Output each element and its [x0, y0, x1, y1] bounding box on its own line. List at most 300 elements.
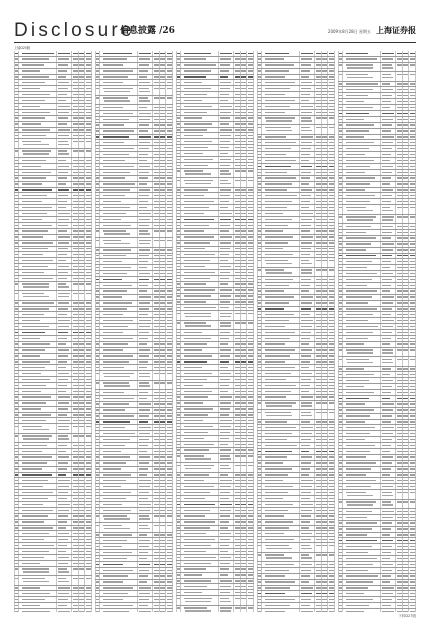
table-cell [247, 395, 254, 400]
table-cell [166, 431, 173, 436]
table-cell [300, 312, 316, 317]
table-cell [328, 75, 335, 80]
table-cell [328, 63, 335, 68]
table-cell [85, 543, 92, 548]
table-cell [262, 98, 299, 103]
table-cell [100, 289, 137, 294]
table-cell [381, 265, 397, 270]
table-cell [181, 199, 218, 204]
table-cell [181, 80, 218, 85]
table-cell [219, 294, 235, 299]
table-cell [57, 51, 73, 56]
table-cell [166, 123, 173, 128]
table-cell [247, 336, 254, 341]
table-cell [300, 258, 316, 266]
table-cell [343, 550, 380, 555]
table-cell [219, 270, 235, 275]
table-cell [19, 149, 56, 157]
table-cell [381, 289, 397, 294]
table-cell [328, 437, 335, 442]
table-cell [262, 449, 299, 454]
table-column-2 [95, 46, 173, 612]
table-cell [57, 526, 73, 531]
table-cell [328, 318, 335, 323]
table-cell [343, 324, 380, 329]
table-cell [343, 158, 380, 163]
table-cell [381, 527, 397, 532]
table-cell [85, 443, 92, 448]
table-cell [19, 92, 56, 97]
table-cell [343, 307, 380, 312]
table-cell [100, 123, 137, 128]
table-cell [409, 603, 416, 608]
table-cell [219, 235, 235, 240]
table-cell [138, 140, 154, 145]
table-cell [262, 241, 299, 246]
table-cell [343, 277, 380, 282]
table-cell [85, 307, 92, 312]
table-cell [247, 229, 254, 234]
table-cell [57, 502, 73, 507]
table-column-5 [338, 46, 416, 612]
table-cell [409, 431, 416, 436]
table-cell [100, 117, 137, 122]
table-cell [343, 301, 380, 306]
table-cell [100, 455, 137, 460]
table-cell [219, 336, 235, 341]
table-cell [262, 283, 299, 288]
table-cell [85, 51, 92, 56]
table-cell [85, 63, 92, 68]
table-cell [300, 158, 316, 163]
table-cell [262, 289, 299, 294]
table-cell [328, 490, 335, 495]
table-cell [328, 211, 335, 216]
table-cell [166, 129, 173, 134]
table-cell [409, 414, 416, 419]
table-cell [328, 125, 335, 133]
table-cell [219, 389, 235, 394]
table-cell [300, 199, 316, 204]
table-cell [381, 591, 397, 596]
table-cell [138, 467, 154, 472]
table-cell [247, 116, 254, 121]
table-cell [100, 271, 137, 276]
table-cell [381, 158, 397, 163]
table-cell [409, 336, 416, 341]
table-cell [19, 128, 56, 133]
table-cell [85, 116, 92, 121]
disclosure-table-grid [14, 46, 416, 612]
table-cell [138, 75, 154, 80]
table-cell [100, 176, 137, 181]
table-cell [328, 420, 335, 425]
table-cell [343, 490, 380, 498]
table-cell [100, 318, 137, 323]
table-cell [100, 437, 137, 442]
table-cell [262, 342, 299, 347]
table-cell [19, 586, 56, 591]
table-cell [409, 307, 416, 312]
table-cell [343, 318, 380, 323]
table-cell [181, 98, 218, 103]
table-cell [247, 199, 254, 204]
table-cell [247, 86, 254, 91]
table-cell [219, 478, 235, 483]
table-cell [138, 188, 154, 193]
table-cell [262, 580, 299, 585]
table-cell [57, 496, 73, 501]
table-cell [300, 360, 316, 365]
table-cell [19, 86, 56, 91]
table-cell [219, 442, 235, 447]
table-cell [409, 188, 416, 193]
table-cell [85, 188, 92, 193]
table-cell [409, 57, 416, 62]
table-cell [85, 531, 92, 536]
table-cell [262, 537, 299, 542]
table-cell [19, 301, 56, 306]
table-cell [85, 526, 92, 531]
table-cell [409, 146, 416, 151]
table-cell [138, 544, 154, 549]
table-cell [100, 425, 137, 430]
table-cell [166, 420, 173, 425]
table-cell [19, 449, 56, 454]
table-cell [57, 484, 73, 489]
table-cell [219, 371, 235, 376]
table-row [95, 96, 173, 105]
table-cell [19, 354, 56, 359]
table-cell [247, 270, 254, 275]
table-cell [166, 205, 173, 210]
table-cell [181, 561, 218, 566]
table-cell [166, 574, 173, 579]
table-cell [19, 401, 56, 406]
table-cell [181, 252, 218, 257]
table-cell [19, 252, 56, 257]
table-cell [300, 586, 316, 591]
table-cell [138, 496, 154, 501]
table-cell [343, 443, 380, 448]
table-cell [219, 496, 235, 501]
table-cell [100, 140, 137, 145]
table-cell [343, 248, 380, 253]
table-cell [85, 258, 92, 263]
table-cell [262, 104, 299, 109]
table-cell [100, 420, 137, 425]
table-cell [409, 591, 416, 596]
table-cell [181, 543, 218, 548]
table-cell [19, 496, 56, 501]
table-cell [19, 561, 56, 566]
table-cell [19, 139, 56, 147]
table-cell [57, 586, 73, 591]
table-cell [181, 217, 218, 222]
table-cell [181, 584, 218, 589]
table-cell [100, 80, 137, 85]
table-row [338, 490, 416, 499]
table-cell [57, 270, 73, 275]
table-cell [100, 348, 137, 353]
table-cell [57, 324, 73, 329]
table-cell [166, 75, 173, 80]
table-cell [219, 484, 235, 489]
table-cell [166, 248, 173, 253]
table-cell [247, 157, 254, 162]
table-cell [19, 502, 56, 507]
table-cell [219, 151, 235, 156]
table-cell [262, 247, 299, 252]
table-cell [381, 236, 397, 241]
table-cell [100, 164, 137, 169]
table-cell [300, 348, 316, 353]
table-cell [100, 533, 137, 538]
table-cell [19, 264, 56, 269]
table-cell [343, 242, 380, 247]
table-cell [19, 537, 56, 542]
table-cell [166, 556, 173, 561]
table-cell [300, 283, 316, 288]
table-cell [138, 523, 154, 531]
table-cell [328, 158, 335, 163]
table-cell [100, 408, 137, 413]
table-cell [138, 591, 154, 596]
table-cell [181, 311, 218, 319]
table-cell [100, 75, 137, 80]
table-cell [409, 111, 416, 116]
table-cell [100, 449, 137, 454]
table-cell [343, 63, 380, 71]
table-cell [343, 580, 380, 585]
table-cell [262, 371, 299, 376]
table-cell [85, 164, 92, 169]
table-cell [57, 122, 73, 127]
table-cell [219, 365, 235, 370]
table-cell [138, 63, 154, 68]
table-cell [262, 57, 299, 62]
table-cell [381, 324, 397, 329]
table-cell [57, 69, 73, 74]
table-cell [57, 377, 73, 382]
table-cell [166, 117, 173, 122]
table-cell [262, 229, 299, 234]
table-cell [409, 242, 416, 247]
table-cell [85, 133, 92, 138]
table-cell [247, 520, 254, 525]
table-cell [247, 80, 254, 85]
table-cell [343, 259, 380, 264]
table-cell [247, 169, 254, 177]
table-cell [181, 211, 218, 216]
table-cell [19, 75, 56, 80]
table-cell [166, 140, 173, 145]
table-cell [138, 556, 154, 561]
table-cell [381, 603, 397, 608]
table-cell [381, 215, 397, 223]
table-row [95, 86, 173, 95]
table-cell [85, 182, 92, 187]
table-cell [57, 158, 73, 163]
table-cell [166, 591, 173, 596]
table-cell [381, 199, 397, 204]
table-cell [181, 110, 218, 115]
table-cell [57, 241, 73, 246]
table-cell [247, 282, 254, 287]
table-cell [100, 170, 137, 175]
table-cell [300, 455, 316, 460]
table-cell [85, 149, 92, 157]
table-row [14, 434, 92, 443]
table-cell [328, 295, 335, 300]
table-cell [219, 330, 235, 335]
table-cell [19, 576, 56, 584]
table-cell [100, 96, 137, 104]
table-cell [100, 591, 137, 596]
table-cell [343, 93, 380, 98]
table-cell [219, 413, 235, 418]
table-cell [219, 128, 235, 133]
table-cell [19, 69, 56, 74]
table-cell [166, 111, 173, 116]
table-cell [381, 490, 397, 498]
table-cell [381, 384, 397, 389]
table-cell [19, 531, 56, 536]
table-cell [219, 573, 235, 578]
table-cell [409, 135, 416, 140]
table-cell [138, 597, 154, 602]
table-cell [381, 473, 397, 478]
table-cell [262, 152, 299, 157]
table-cell [181, 116, 218, 121]
table-cell [328, 235, 335, 240]
table-row [14, 424, 92, 433]
table-cell [343, 265, 380, 270]
table-cell [328, 98, 335, 103]
table-cell [343, 544, 380, 549]
table-cell [409, 378, 416, 383]
table-cell [138, 455, 154, 460]
table-cell [343, 312, 380, 317]
table-cell [181, 401, 218, 406]
table-cell [57, 330, 73, 335]
table-cell [343, 586, 380, 591]
table-cell [219, 288, 235, 293]
table-cell [247, 348, 254, 353]
table-cell [57, 276, 73, 281]
table-cell [57, 63, 73, 68]
table-cell [409, 538, 416, 543]
table-cell [181, 555, 218, 560]
table-cell [381, 544, 397, 549]
table-cell [409, 295, 416, 300]
table-cell [100, 443, 137, 448]
table-cell [300, 420, 316, 425]
table-cell [19, 182, 56, 187]
table-cell [138, 449, 154, 454]
table-cell [409, 490, 416, 498]
table-cell [85, 377, 92, 382]
table-cell [85, 241, 92, 246]
table-cell [138, 586, 154, 591]
table-cell [100, 431, 137, 436]
table-cell [300, 449, 316, 454]
table-cell [219, 133, 235, 138]
table-cell [19, 164, 56, 169]
table-cell [138, 538, 154, 543]
table-cell [343, 473, 380, 478]
table-cell [409, 372, 416, 377]
table-cell [328, 241, 335, 246]
table-cell [138, 508, 154, 513]
table-cell [100, 597, 137, 602]
table-cell [19, 211, 56, 216]
table-cell [85, 478, 92, 483]
table-cell [100, 105, 137, 110]
table-cell [100, 381, 137, 389]
table-cell [328, 514, 335, 519]
table-cell [181, 86, 218, 91]
table-cell [57, 264, 73, 269]
table-cell [409, 277, 416, 282]
table-cell [100, 538, 137, 543]
table-cell [409, 158, 416, 163]
table-cell [138, 248, 154, 253]
table-cell [343, 455, 380, 460]
table-cell [300, 135, 316, 140]
table-column-4 [257, 46, 335, 612]
table-cell [19, 555, 56, 560]
table-cell [85, 407, 92, 412]
table-cell [138, 365, 154, 370]
table-cell [219, 430, 235, 435]
table-cell [409, 236, 416, 241]
table-cell [300, 383, 316, 388]
table-cell [138, 283, 154, 288]
table-cell [381, 105, 397, 110]
table-cell [100, 354, 137, 359]
table-cell [247, 407, 254, 412]
table-cell [85, 336, 92, 341]
table-cell [181, 321, 218, 329]
table-cell [381, 283, 397, 288]
table-cell [381, 182, 397, 187]
table-cell [181, 377, 218, 382]
table-cell [100, 490, 137, 495]
table-cell [57, 603, 73, 608]
table-cell [181, 139, 218, 144]
table-cell [100, 523, 137, 531]
table-cell [381, 277, 397, 282]
table-cell [262, 603, 299, 608]
table-row [176, 463, 254, 472]
table-cell [343, 484, 380, 489]
table-row [338, 357, 416, 366]
table-cell [262, 401, 299, 409]
table-cell [247, 584, 254, 589]
continued-note: 下转D27版 [398, 614, 416, 618]
table-cell [409, 312, 416, 317]
table-cell [343, 51, 380, 56]
table-cell [381, 408, 397, 413]
table-cell [181, 502, 218, 507]
table-cell [166, 478, 173, 483]
table-cell [381, 556, 397, 561]
table-cell [409, 248, 416, 253]
table-cell [85, 229, 92, 234]
table-cell [138, 425, 154, 430]
table-cell [100, 265, 137, 270]
